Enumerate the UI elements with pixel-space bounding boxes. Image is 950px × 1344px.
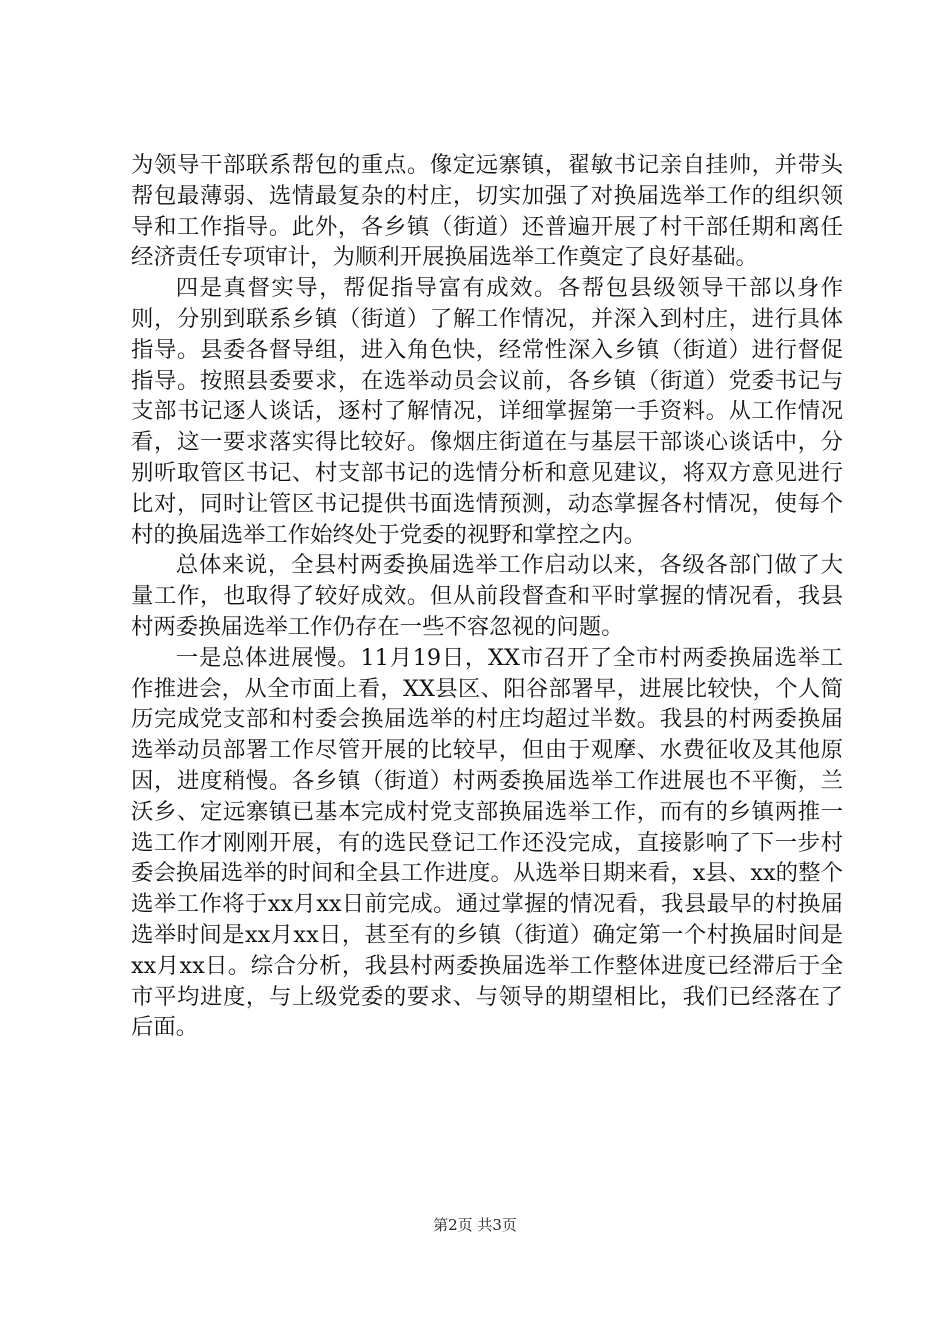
paragraph-point-one: 一是总体进展慢。11月19日，XX市召开了全市村两委换届选举工作推进会，从全市面上看，XX县区、阳谷部署早，进展比较快，个人简历完成党支部和村委会换届选举的村庄均超过半数。我县的村两委换届选举动员部署工作尽管开展的比较早，但由于观摩、水费征收及其他原因，进度稍慢。各乡镇（街道）村两委换届选举工作进展也不平衡，兰沃乡、定远寨镇已基本完成村党支部换届选举工作，而有的乡镇两推一选工作才刚刚开展，有的选民登记工作还没完成，直接影响了下一步村委会换届选举的时间和全县工作进度。从选举日期来看，x县、xx的整个选举工作将于xx月xx日前完成。通过掌握的情况看，我县最早的村换届选举时间是xx月xx日，甚至有的乡镇（街道）确定第一个村换届时间是xx月xx日。综合分析，我县村两委换届选举工作整体进度已经滞后于全市平均进度，与上级党委的要求、与领导的期望相比，我们已经落在了后面。: [131, 644, 843, 1041]
document-body: [131, 150, 843, 1043]
page-number-footer: 第2页 共3页: [433, 1216, 517, 1234]
paragraph-continuation: 为领导干部联系帮包的重点。像定远寨镇，翟敏书记亲自挂帅，并带头帮包最薄弱、选情最复杂的村庄，切实加强了对换届选举工作的组织领导和工作指导。此外，各乡镇（街道）还普遍开展了村干部任期和离任经济责任专项审计，为顺利开展换届选举工作奠定了良好基础。: [131, 152, 843, 271]
paragraph-summary: 总体来说，全县村两委换届选举工作启动以来，各级各部门做了大量工作，也取得了较好成效。但从前段督查和平时掌握的情况看，我县村两委换届选举工作仍存在一些不容忽视的问题。: [131, 552, 843, 640]
paragraph-point-four: 四是真督实导，帮促指导富有成效。各帮包县级领导干部以身作则，分别到联系乡镇（街道）了解工作情况，并深入到村庄，进行具体指导。县委各督导组，进入角色快，经常性深入乡镇（街道）进行督促指导。按照县委要求，在选举动员会议前，各乡镇（街道）党委书记与支部书记逐人谈话，逐村了解情况，详细掌握第一手资料。从工作情况看，这一要求落实得比较好。像烟庄街道在与基层干部谈心谈话中，分别听取管区书记、村支部书记的选情分析和意见建议，将双方意见进行比对，同时让管区书记提供书面选情预测，动态掌握各村情况，使每个村的换届选举工作始终处于党委的视野和掌控之内。: [131, 275, 843, 548]
